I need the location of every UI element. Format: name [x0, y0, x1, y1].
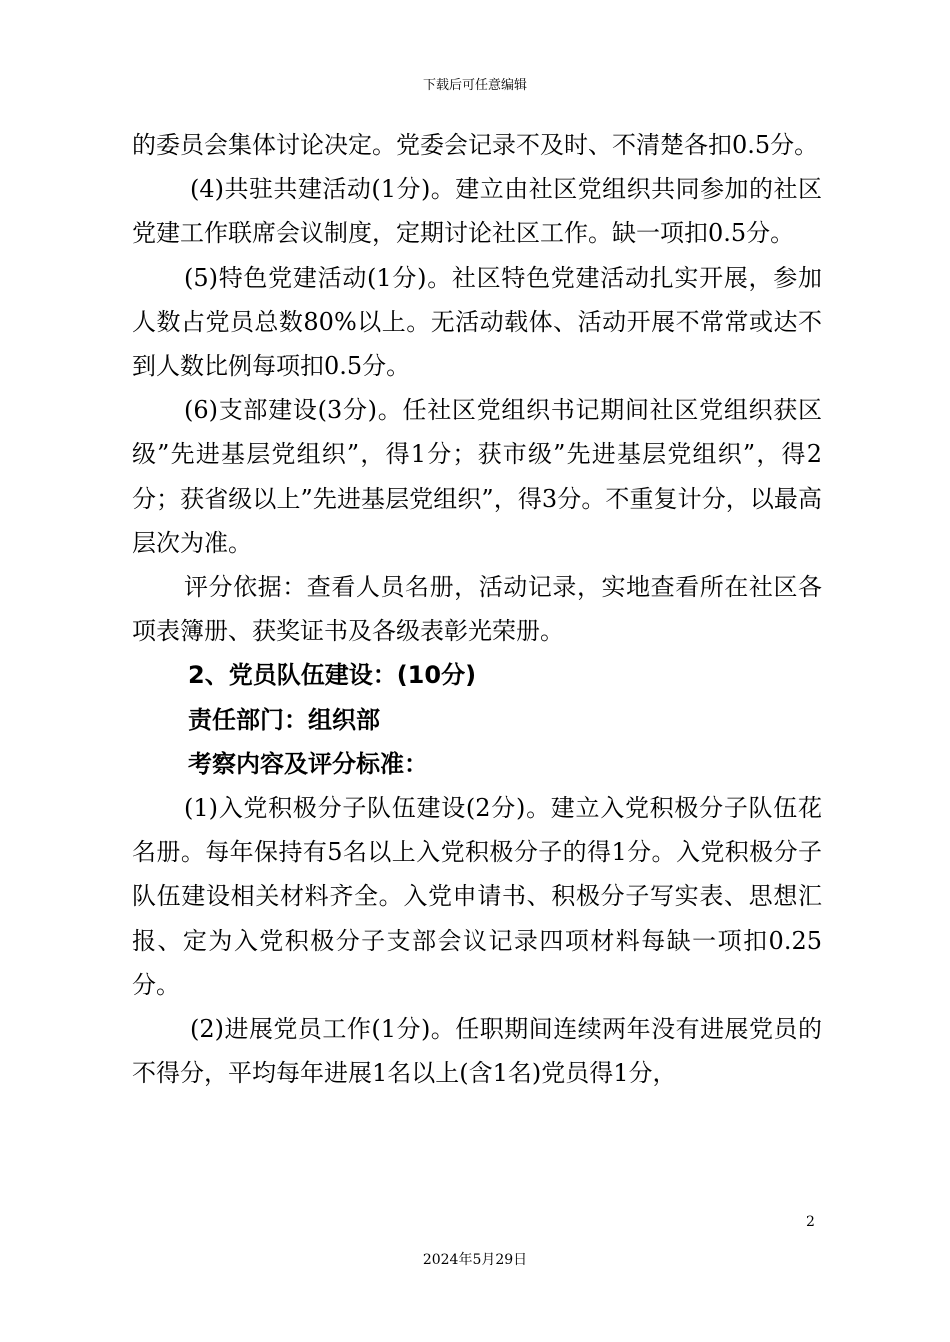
footer-date: 2024年5月29日 [422, 1252, 528, 1268]
paragraph-5: 评分依据：查看人员名册，活动记录，实地查看所在社区各项表簿册、获奖证书及各级表彰光荣册。 [132, 573, 822, 646]
paragraph-6: (1)入党积极分子队伍建设(2分)。建立入党积极分子队伍花名册。每年保持有5名以上入党积极分子的得1分。入党积极分子队伍建设相关材料齐全。入党申请书、积极分子写实表、思想汇报、定为入党积极分子支部会议记录四项材料每缺一项扣0.25分。 [132, 794, 822, 999]
paragraph-3: (5)特色党建活动(1分)。社区特色党建活动扎实开展，参加人数占党员总数80%以上。无活动载体、活动开展不常常或达不到人数比例每项扣0.5分。 [132, 263, 822, 381]
paragraph-4: (6)支部建设(3分)。任社区党组织书记期间社区党组织获区级”先进基层党组织”，得1分；获市级”先进基层党组织”，得2分；获省级以上”先进基层党组织”，得3分。不重复计分，以最高层次为准。 [132, 396, 822, 557]
document-body [132, 123, 822, 1095]
criteria-heading: 考察内容及评分标准： [188, 749, 428, 778]
paragraph-1: 的委员会集体讨论决定。党委会记录不及时、不清楚各扣0.5分。 [132, 131, 819, 159]
section-heading: 2、党员队伍建设：(10分) [188, 661, 477, 690]
paragraph-7: (2)进展党员工作(1分)。任职期间连续两年没有进展党员的不得分，平均每年进展1名以上(含1名)党员得1分， [132, 1015, 822, 1088]
responsible-dept-heading: 责任部门：组织部 [188, 705, 380, 734]
page-number: 2 [806, 1214, 815, 1230]
page-header: 下载后可任意编辑 [422, 78, 527, 93]
paragraph-2: (4)共驻共建活动(1分)。建立由社区党组织共同参加的社区党建工作联席会议制度，定期讨论社区工作。缺一项扣0.5分。 [132, 175, 822, 248]
